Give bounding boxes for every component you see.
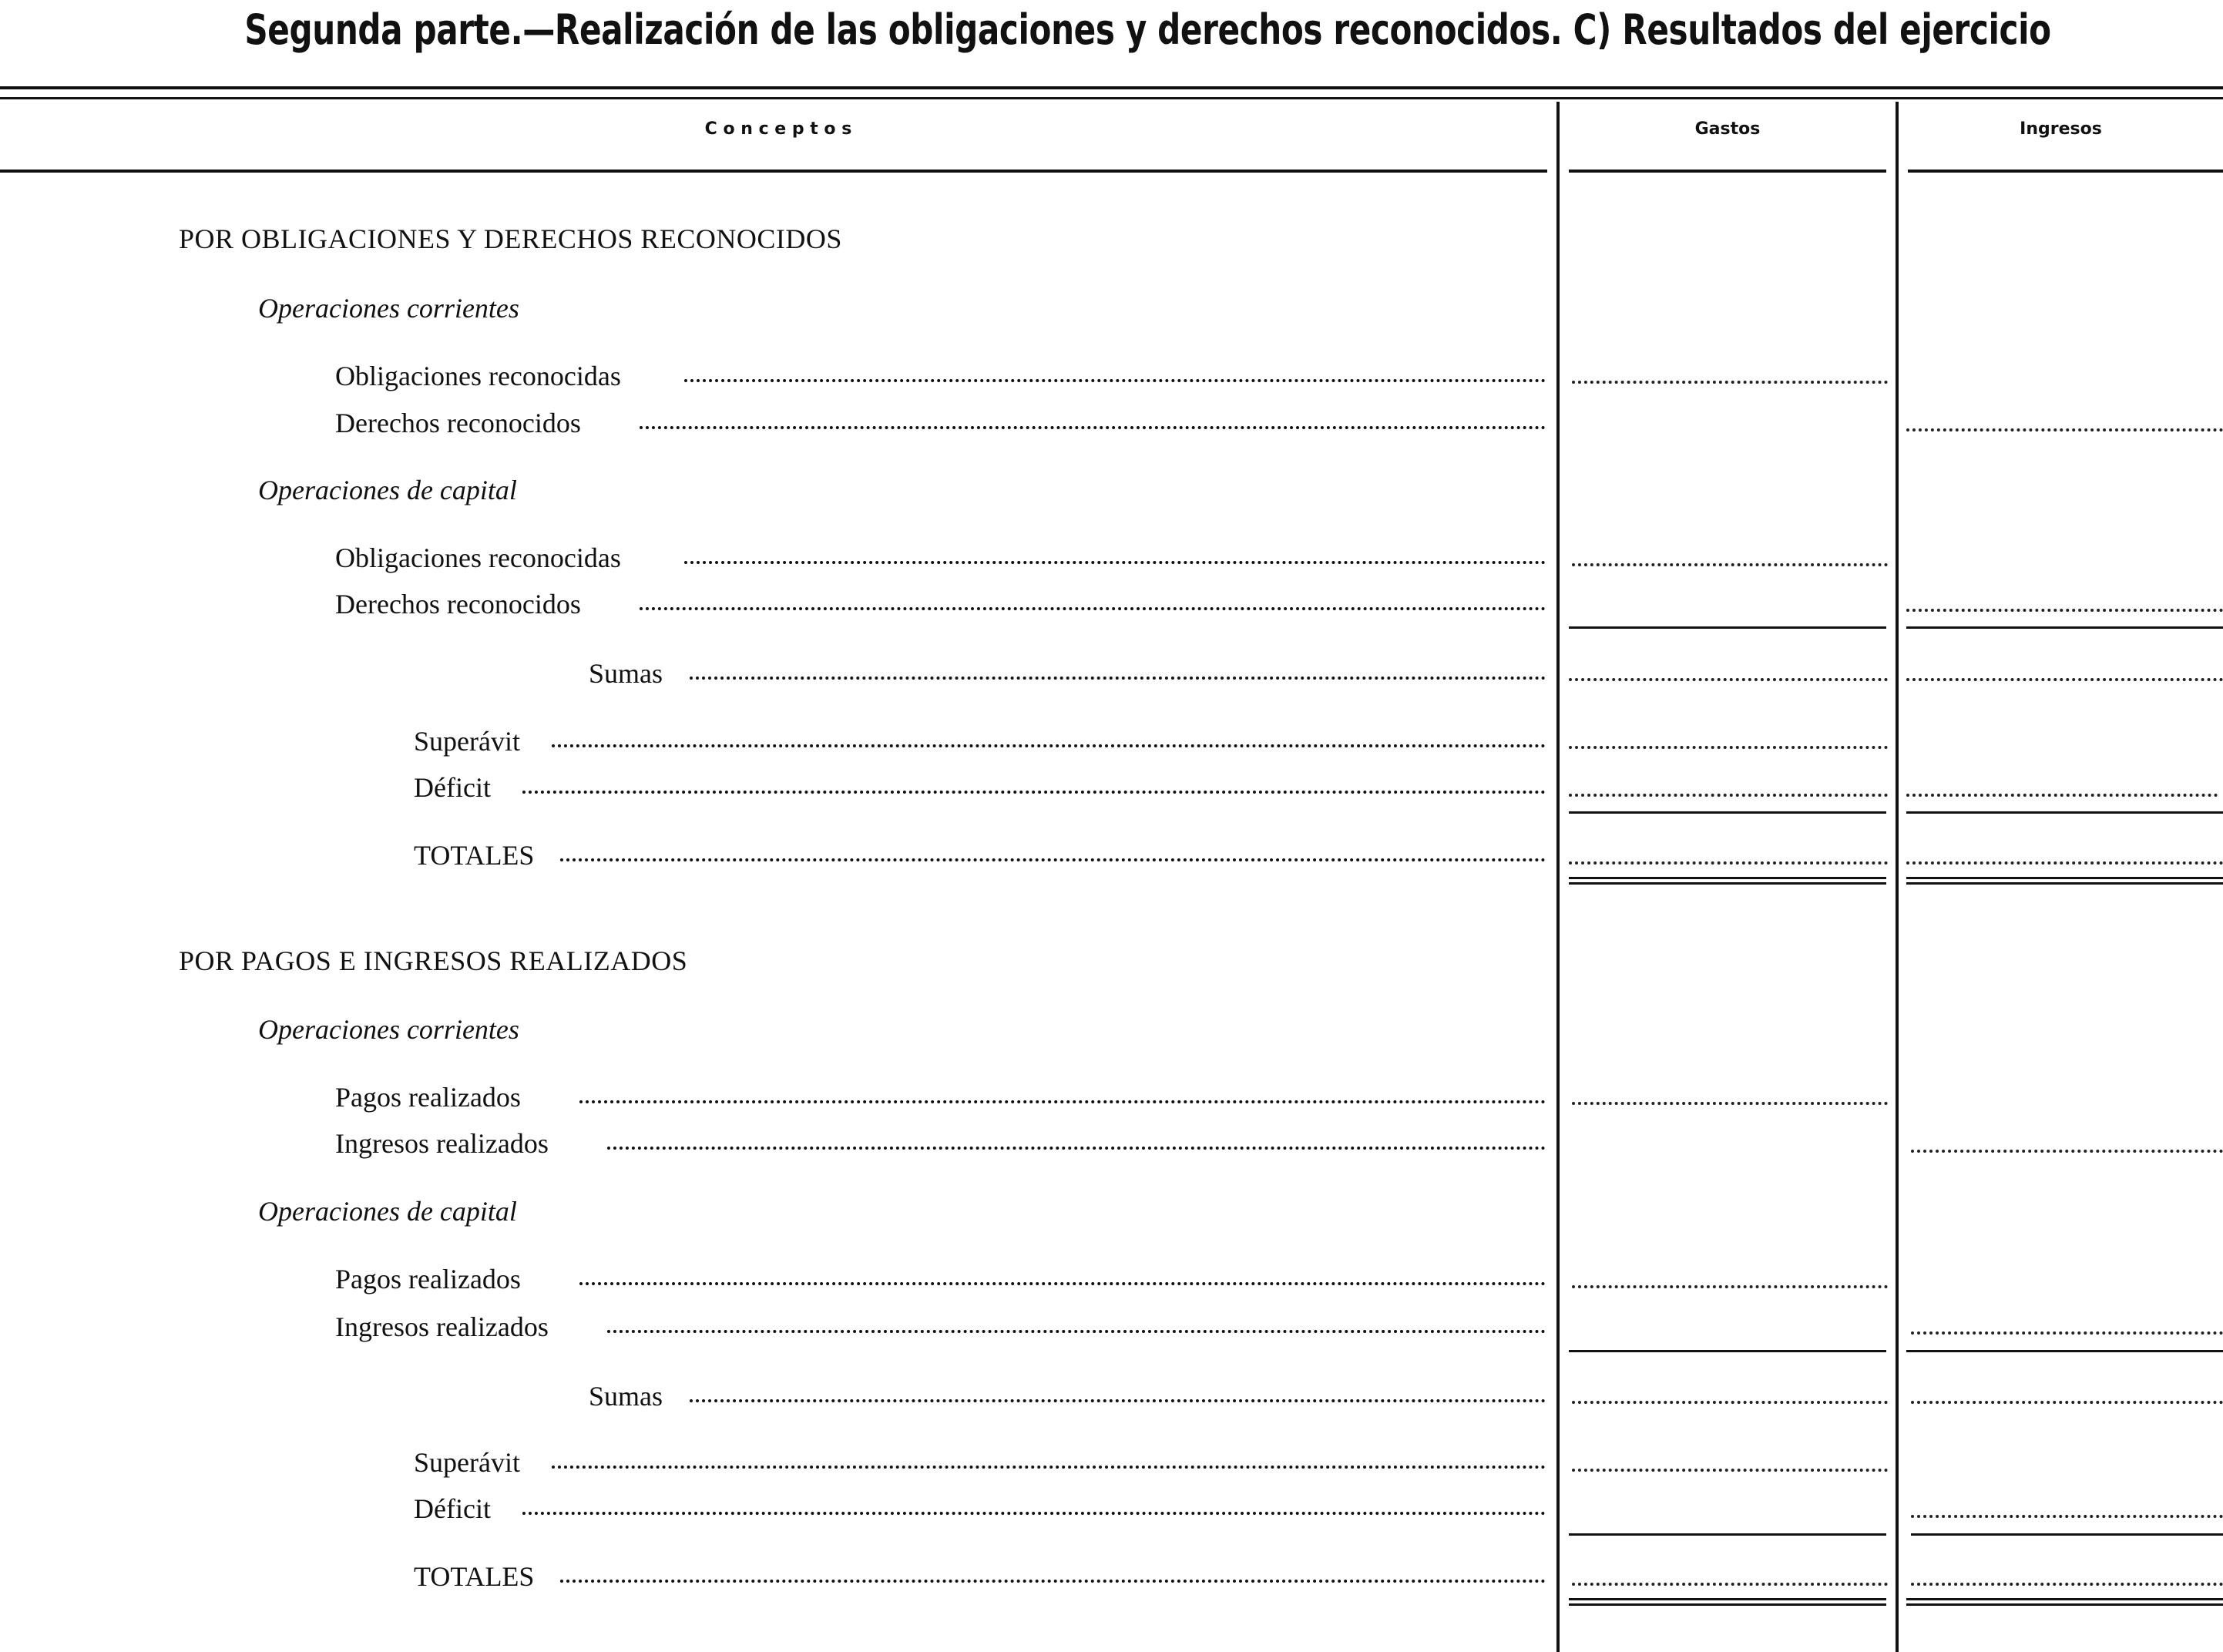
row-leader — [522, 791, 1546, 794]
row-leader — [684, 379, 1546, 382]
ingresos-entry — [1911, 1401, 2223, 1404]
row-leader — [684, 561, 1546, 564]
subtotal-rule-ingresos — [1906, 1350, 2223, 1352]
subtotal-rule-gastos — [1569, 626, 1886, 629]
row-leader — [560, 858, 1546, 861]
header-top-rule — [0, 86, 2223, 89]
superavit-label: Superávit — [414, 1447, 520, 1478]
row-leader — [552, 744, 1546, 747]
column-divider-ingresos — [1896, 102, 1899, 1652]
totales-label: TOTALES — [414, 840, 535, 871]
header-second-rule — [0, 97, 2223, 99]
gastos-entry — [1569, 678, 1888, 681]
row-leader — [607, 1147, 1546, 1150]
gastos-entry — [1572, 1469, 1888, 1472]
subsection-label: Operaciones de capital — [258, 475, 517, 505]
deficit-label: Déficit — [414, 1493, 491, 1524]
ingresos-entry — [1906, 678, 2223, 681]
deficit-label: Déficit — [414, 772, 491, 803]
totales-label: TOTALES — [414, 1561, 535, 1592]
subtotal-rule-gastos — [1569, 1350, 1886, 1352]
row-label: Derechos reconocidos — [335, 408, 581, 438]
total-rule-gastos — [1569, 1533, 1886, 1536]
column-header-ingresos: Ingresos — [2020, 119, 2102, 139]
row-label: Pagos realizados — [335, 1082, 521, 1113]
sumas-label: Sumas — [589, 1381, 663, 1412]
ingresos-entry — [1911, 1515, 2223, 1518]
ingresos-entry — [1906, 609, 2223, 612]
row-leader — [560, 1580, 1546, 1583]
gastos-entry — [1569, 861, 1888, 865]
header-bottom-rule-ingresos — [1908, 170, 2223, 173]
sumas-label: Sumas — [589, 658, 663, 689]
ingresos-entry — [1906, 861, 2223, 865]
header-bottom-rule-conceptos — [0, 170, 1547, 173]
gastos-entry — [1572, 381, 1888, 384]
row-label: Obligaciones reconocidas — [335, 361, 621, 391]
subsection-label: Operaciones corrientes — [258, 293, 519, 324]
row-leader — [690, 677, 1546, 680]
ingresos-entry — [1911, 1331, 2223, 1335]
ingresos-entry — [1906, 794, 2218, 797]
gastos-entry — [1569, 794, 1888, 797]
gastos-entry — [1572, 1102, 1888, 1105]
row-leader — [640, 607, 1546, 610]
gastos-entry — [1572, 1583, 1888, 1586]
row-label: Obligaciones reconocidas — [335, 542, 621, 573]
ingresos-entry — [1911, 1583, 2223, 1586]
subsection-label: Operaciones corrientes — [258, 1014, 519, 1045]
row-leader — [522, 1512, 1546, 1515]
row-leader — [579, 1100, 1546, 1103]
grand-total-rule-gastos — [1569, 877, 1886, 885]
row-leader — [640, 426, 1546, 429]
total-rule-ingresos — [1906, 811, 2223, 814]
subsection-label: Operaciones de capital — [258, 1196, 517, 1227]
column-header-gastos: Gastos — [1694, 119, 1761, 139]
grand-total-rule-ingresos — [1906, 877, 2223, 885]
grand-total-rule-ingresos — [1906, 1598, 2223, 1606]
total-rule-ingresos — [1911, 1533, 2223, 1536]
column-header-conceptos: C o n c e p t o s — [704, 119, 852, 139]
gastos-entry — [1572, 1285, 1888, 1288]
ingresos-entry — [1911, 1150, 2223, 1153]
gastos-entry — [1572, 563, 1888, 566]
gastos-entry — [1572, 1401, 1888, 1404]
row-leader — [579, 1282, 1546, 1285]
row-leader — [607, 1330, 1546, 1333]
row-label: Derechos reconocidos — [335, 589, 581, 620]
row-leader — [690, 1399, 1546, 1402]
row-label: Ingresos realizados — [335, 1128, 549, 1159]
ingresos-entry — [1906, 428, 2223, 431]
page-title: Segunda parte.—Realización de las obligaciones y derechos reconocidos. C) Resultados del ejercicio — [244, 5, 2051, 54]
section-heading: POR OBLIGACIONES Y DERECHOS RECONOCIDOS — [179, 223, 842, 254]
superavit-label: Superávit — [414, 726, 520, 757]
subtotal-rule-ingresos — [1906, 626, 2223, 629]
grand-total-rule-gastos — [1569, 1598, 1886, 1606]
gastos-entry — [1569, 746, 1888, 749]
row-leader — [552, 1466, 1546, 1469]
total-rule-gastos — [1569, 811, 1886, 814]
row-label: Pagos realizados — [335, 1264, 521, 1294]
header-bottom-rule-gastos — [1569, 170, 1886, 173]
section-heading: POR PAGOS E INGRESOS REALIZADOS — [179, 945, 688, 976]
row-label: Ingresos realizados — [335, 1311, 549, 1342]
column-divider-gastos — [1556, 102, 1560, 1652]
